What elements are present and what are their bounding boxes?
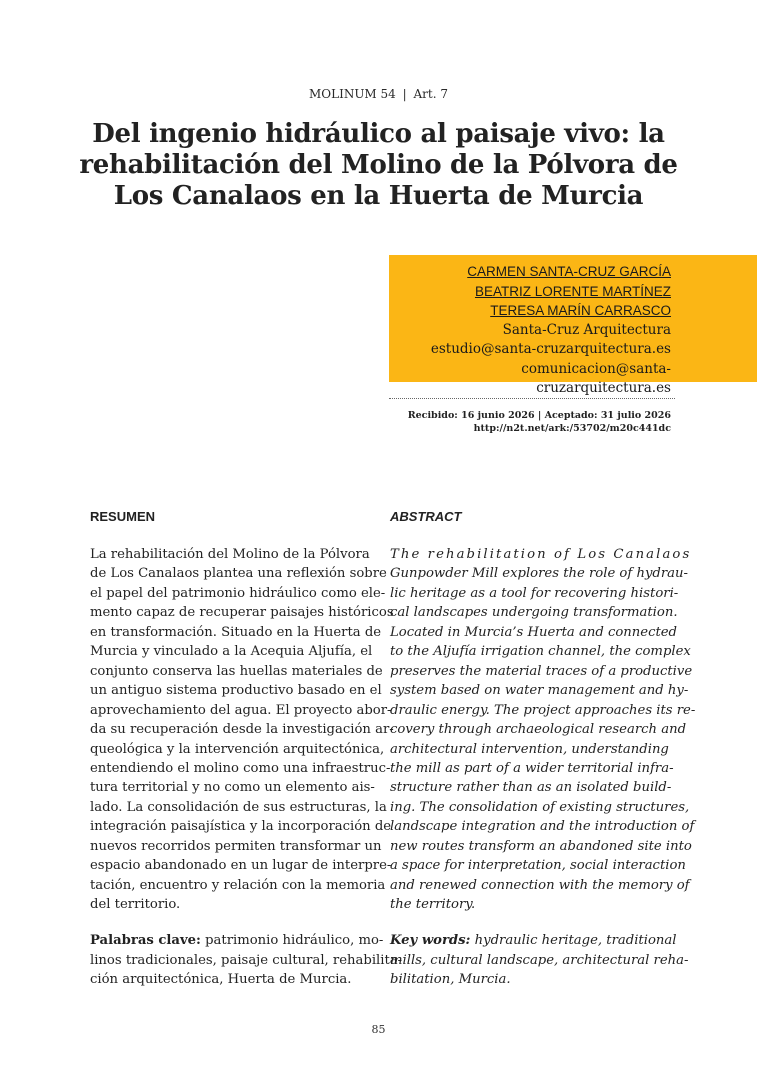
text-line: La rehabilitación del Molino de la Pólvora (90, 547, 370, 562)
text-line: architectural intervention, understanding (390, 741, 669, 757)
keywords-text: mills, cultural landscape, architectural reha- (390, 952, 689, 968)
journal-name: MOLINUM 54 (308, 87, 396, 101)
affiliation: Santa-Cruz Arquitectura (502, 321, 671, 338)
text-line: tura territorial y no como un elemento ais- (90, 780, 375, 796)
ark-link[interactable]: http://n2t.net/ark:/53702/m20c441dc (473, 423, 671, 434)
abstract-text (390, 545, 696, 915)
email: comunicacion@santa-cruzarquitectura.es (521, 360, 671, 396)
keywords-label: Key words: (390, 933, 471, 948)
text-line: queológica y la intervención arquitectónica, (90, 741, 385, 757)
text-line: draulic energy. The project approaches its re- (390, 702, 696, 718)
keywords-text: patrimonio hidráulico, mo- (200, 933, 384, 948)
article-number: Art. 7 (413, 87, 449, 101)
text-line: el papel del patrimonio hidráulico como ele- (90, 585, 386, 601)
text-line: a space for interpretation, social interaction (390, 858, 686, 874)
journal-separator: | (402, 87, 407, 101)
text-line: un antiguo sistema productivo basado en el (90, 683, 382, 699)
text-line: tación, encuentro y relación con la memoria (90, 877, 386, 893)
text-line: system based on water management and hy- (390, 683, 689, 699)
text-line: preserves the material traces of a productive (390, 663, 693, 679)
text-line: The rehabilitation of Los Canalaos (390, 547, 692, 562)
text-line: integración paisajística y la incorporación de (90, 819, 392, 835)
text-line: aprovechamiento del agua. El proyecto abor- (90, 702, 392, 718)
author-name[interactable]: CARMEN SANTA-CRUZ GARCÍA (467, 264, 671, 279)
page-number: 85 (371, 1023, 386, 1036)
submission-dates (408, 409, 671, 435)
text-line: del territorio. (90, 897, 181, 913)
title-line: rehabilitación del Molino de la Pólvora de (79, 150, 678, 180)
text-line: mento capaz de recuperar paisajes históricos (90, 605, 394, 621)
resumen-text (90, 545, 394, 915)
text-line: nuevos recorridos permiten transformar un (90, 838, 382, 854)
text-line: da su recuperación desde la investigación ar- (90, 722, 394, 738)
author-name[interactable]: BEATRIZ LORENTE MARTÍNEZ (474, 283, 671, 299)
palabras-clave (90, 931, 403, 990)
text-line: lado. La consolidación de sus estructuras, la (90, 799, 387, 815)
email: estudio@santa-cruzarquitectura.es (430, 341, 671, 357)
keywords-text: hydraulic heritage, traditional (470, 933, 677, 948)
text-line: structure rather than as an isolated build- (390, 780, 672, 796)
text-line: Gunpowder Mill explores the role of hydrau- (390, 566, 688, 582)
author-name[interactable]: TERESA MARÍN CARRASCO (490, 303, 671, 318)
title-line: Del ingenio hidráulico al paisaje vivo: la (92, 119, 665, 149)
key-words (390, 931, 689, 990)
text-line: covery through archaeological research and (390, 722, 687, 738)
text-line: the territory. (390, 897, 476, 913)
text-line: lic heritage as a tool for recovering histori- (390, 585, 679, 601)
journal-header (0, 87, 757, 101)
text-line: Murcia y vinculado a la Acequia Aljufía, el (90, 644, 373, 660)
abstract-heading: ABSTRACT (390, 509, 462, 524)
text-line: cal landscapes undergoing transformation. (390, 605, 678, 621)
author-box (389, 255, 757, 396)
text-line: ing. The consolidation of existing structures, (390, 799, 690, 815)
article-title (0, 119, 757, 212)
keywords-text: bilitation, Murcia. (390, 972, 511, 987)
text-line: and renewed connection with the memory of (390, 877, 690, 893)
title-line: Los Canalaos en la Huerta de Murcia (113, 181, 644, 211)
text-line: to the Aljufía irrigation channel, the complex (390, 644, 691, 660)
text-line: entendiendo el molino como una infraestruc- (90, 760, 391, 776)
received-accepted: Recibido: 16 junio 2026 | Aceptado: 31 julio 2026 (407, 410, 671, 421)
text-line: landscape integration and the introduction of (390, 819, 695, 835)
dotted-divider (389, 398, 675, 399)
keywords-text: ción arquitectónica, Huerta de Murcia. (90, 972, 352, 987)
text-line: espacio abandonado en un lugar de interpre- (90, 858, 392, 874)
text-line: en transformación. Situado en la Huerta de (90, 624, 382, 640)
text-line: the mill as part of a wider territorial infra- (390, 760, 674, 776)
text-line: de Los Canalaos plantea una reflexión sobre (90, 566, 387, 582)
resumen-heading: RESUMEN (90, 509, 156, 524)
keywords-text: linos tradicionales, paisaje cultural, rehabilita- (90, 952, 403, 968)
text-line: Located in Murcia’s Huerta and connected (390, 624, 677, 640)
keywords-label: Palabras clave: (90, 933, 201, 948)
text-line: conjunto conserva las huellas materiales de (90, 663, 383, 679)
text-line: new routes transform an abandoned site into (390, 838, 692, 854)
